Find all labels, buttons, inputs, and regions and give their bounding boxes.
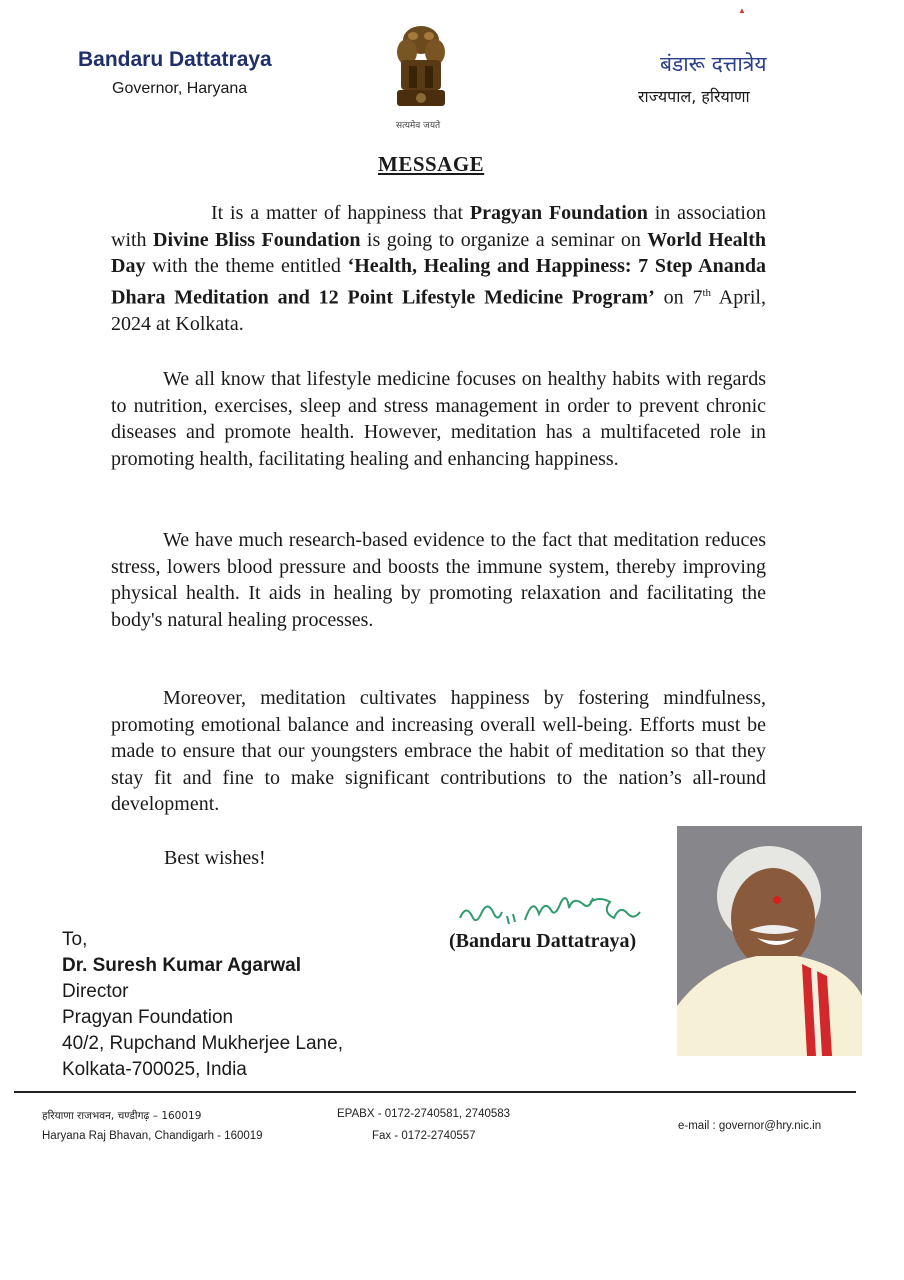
footer-divider (14, 1091, 856, 1093)
org-divine-bliss: Divine Bliss Foundation (153, 228, 361, 251)
sender-title: Governor, Haryana (112, 80, 248, 97)
event-name: World Health Day (111, 228, 766, 277)
text: on 7 (654, 286, 703, 309)
text: April, 2024 at Kolkata. (111, 286, 766, 335)
corner-mark: ▲ (738, 6, 746, 15)
org-pragyan: Pragyan Foundation (469, 202, 648, 224)
footer-epabx: EPABX - 0172-2740581, 2740583 (337, 1108, 511, 1120)
sender-name-hindi: बंडारू दत्तात्रेय (660, 52, 767, 76)
signature-icon (455, 888, 665, 936)
footer-address-hindi: हरियाणा राजभवन, चण्डीगढ़ – 160019 (42, 1110, 202, 1122)
message-title: MESSAGE (378, 152, 485, 176)
recipient-line: Kolkata-700025, India (62, 1059, 247, 1080)
recipient-line: 40/2, Rupchand Mukherjee Lane, (62, 1033, 343, 1054)
message-paragraph-1 (111, 200, 766, 337)
ordinal-suffix: th (702, 286, 712, 299)
state-emblem-icon (393, 22, 449, 114)
footer-address: Haryana Raj Bhavan, Chandigarh - 160019 (42, 1130, 263, 1142)
text: It is a matter of happiness that (211, 202, 470, 224)
message-paragraph-4: Moreover, meditation cultivates happiness by fostering mindfulness, promoting emotional balance and increasing overall well-being. Efforts must be made to ensure that our youngsters embrace the habit of meditation so that they stay fit and fine to make significant contributions to the nation’s all-round development. (111, 687, 766, 815)
sender-title-hindi: राज्यपाल, हरियाणा (638, 87, 750, 106)
recipient-name: Dr. Suresh Kumar Agarwal (62, 955, 301, 976)
text: with the theme entitled (145, 255, 348, 277)
sender-name: Bandaru Dattatraya (78, 48, 272, 71)
footer-fax: Fax - 0172-2740557 (372, 1130, 476, 1142)
text: in association with (111, 202, 766, 251)
footer-email[interactable]: e-mail : governor@hry.nic.in (678, 1120, 822, 1132)
recipient-salutation: To, (62, 929, 88, 950)
message-paragraph-3: We have much research-based evidence to the fact that meditation reduces stress, lowers blood pressure and boosts the immune system, thereby improving physical health. It aids in healing by promoting relaxation and facilitating the body's natural healing processes. (111, 529, 766, 631)
text: is going to organize a seminar on (360, 228, 648, 251)
governor-portrait (677, 826, 862, 1056)
closing-wishes: Best wishes! (164, 847, 266, 869)
message-paragraph-2: We all know that lifestyle medicine focuses on healthy habits with regards to nutrition, exercises, sleep and stress management in order to prevent chronic diseases and promote health. However, meditation has a multifaceted role in promoting health, facilitating healing and enhancing happiness. (111, 368, 766, 470)
recipient-line: Pragyan Foundation (62, 1007, 234, 1028)
recipient-line: Director (62, 981, 129, 1002)
emblem-motto: सत्यमेव जयते (396, 121, 441, 131)
signatory-name: (Bandaru Dattatraya) (449, 930, 637, 952)
portrait-image (677, 826, 862, 1056)
event-theme: ‘Health, Healing and Happiness: 7 Step Ananda Dhara Meditation and 12 Point Lifestyle Medicine Program’ (111, 255, 766, 309)
